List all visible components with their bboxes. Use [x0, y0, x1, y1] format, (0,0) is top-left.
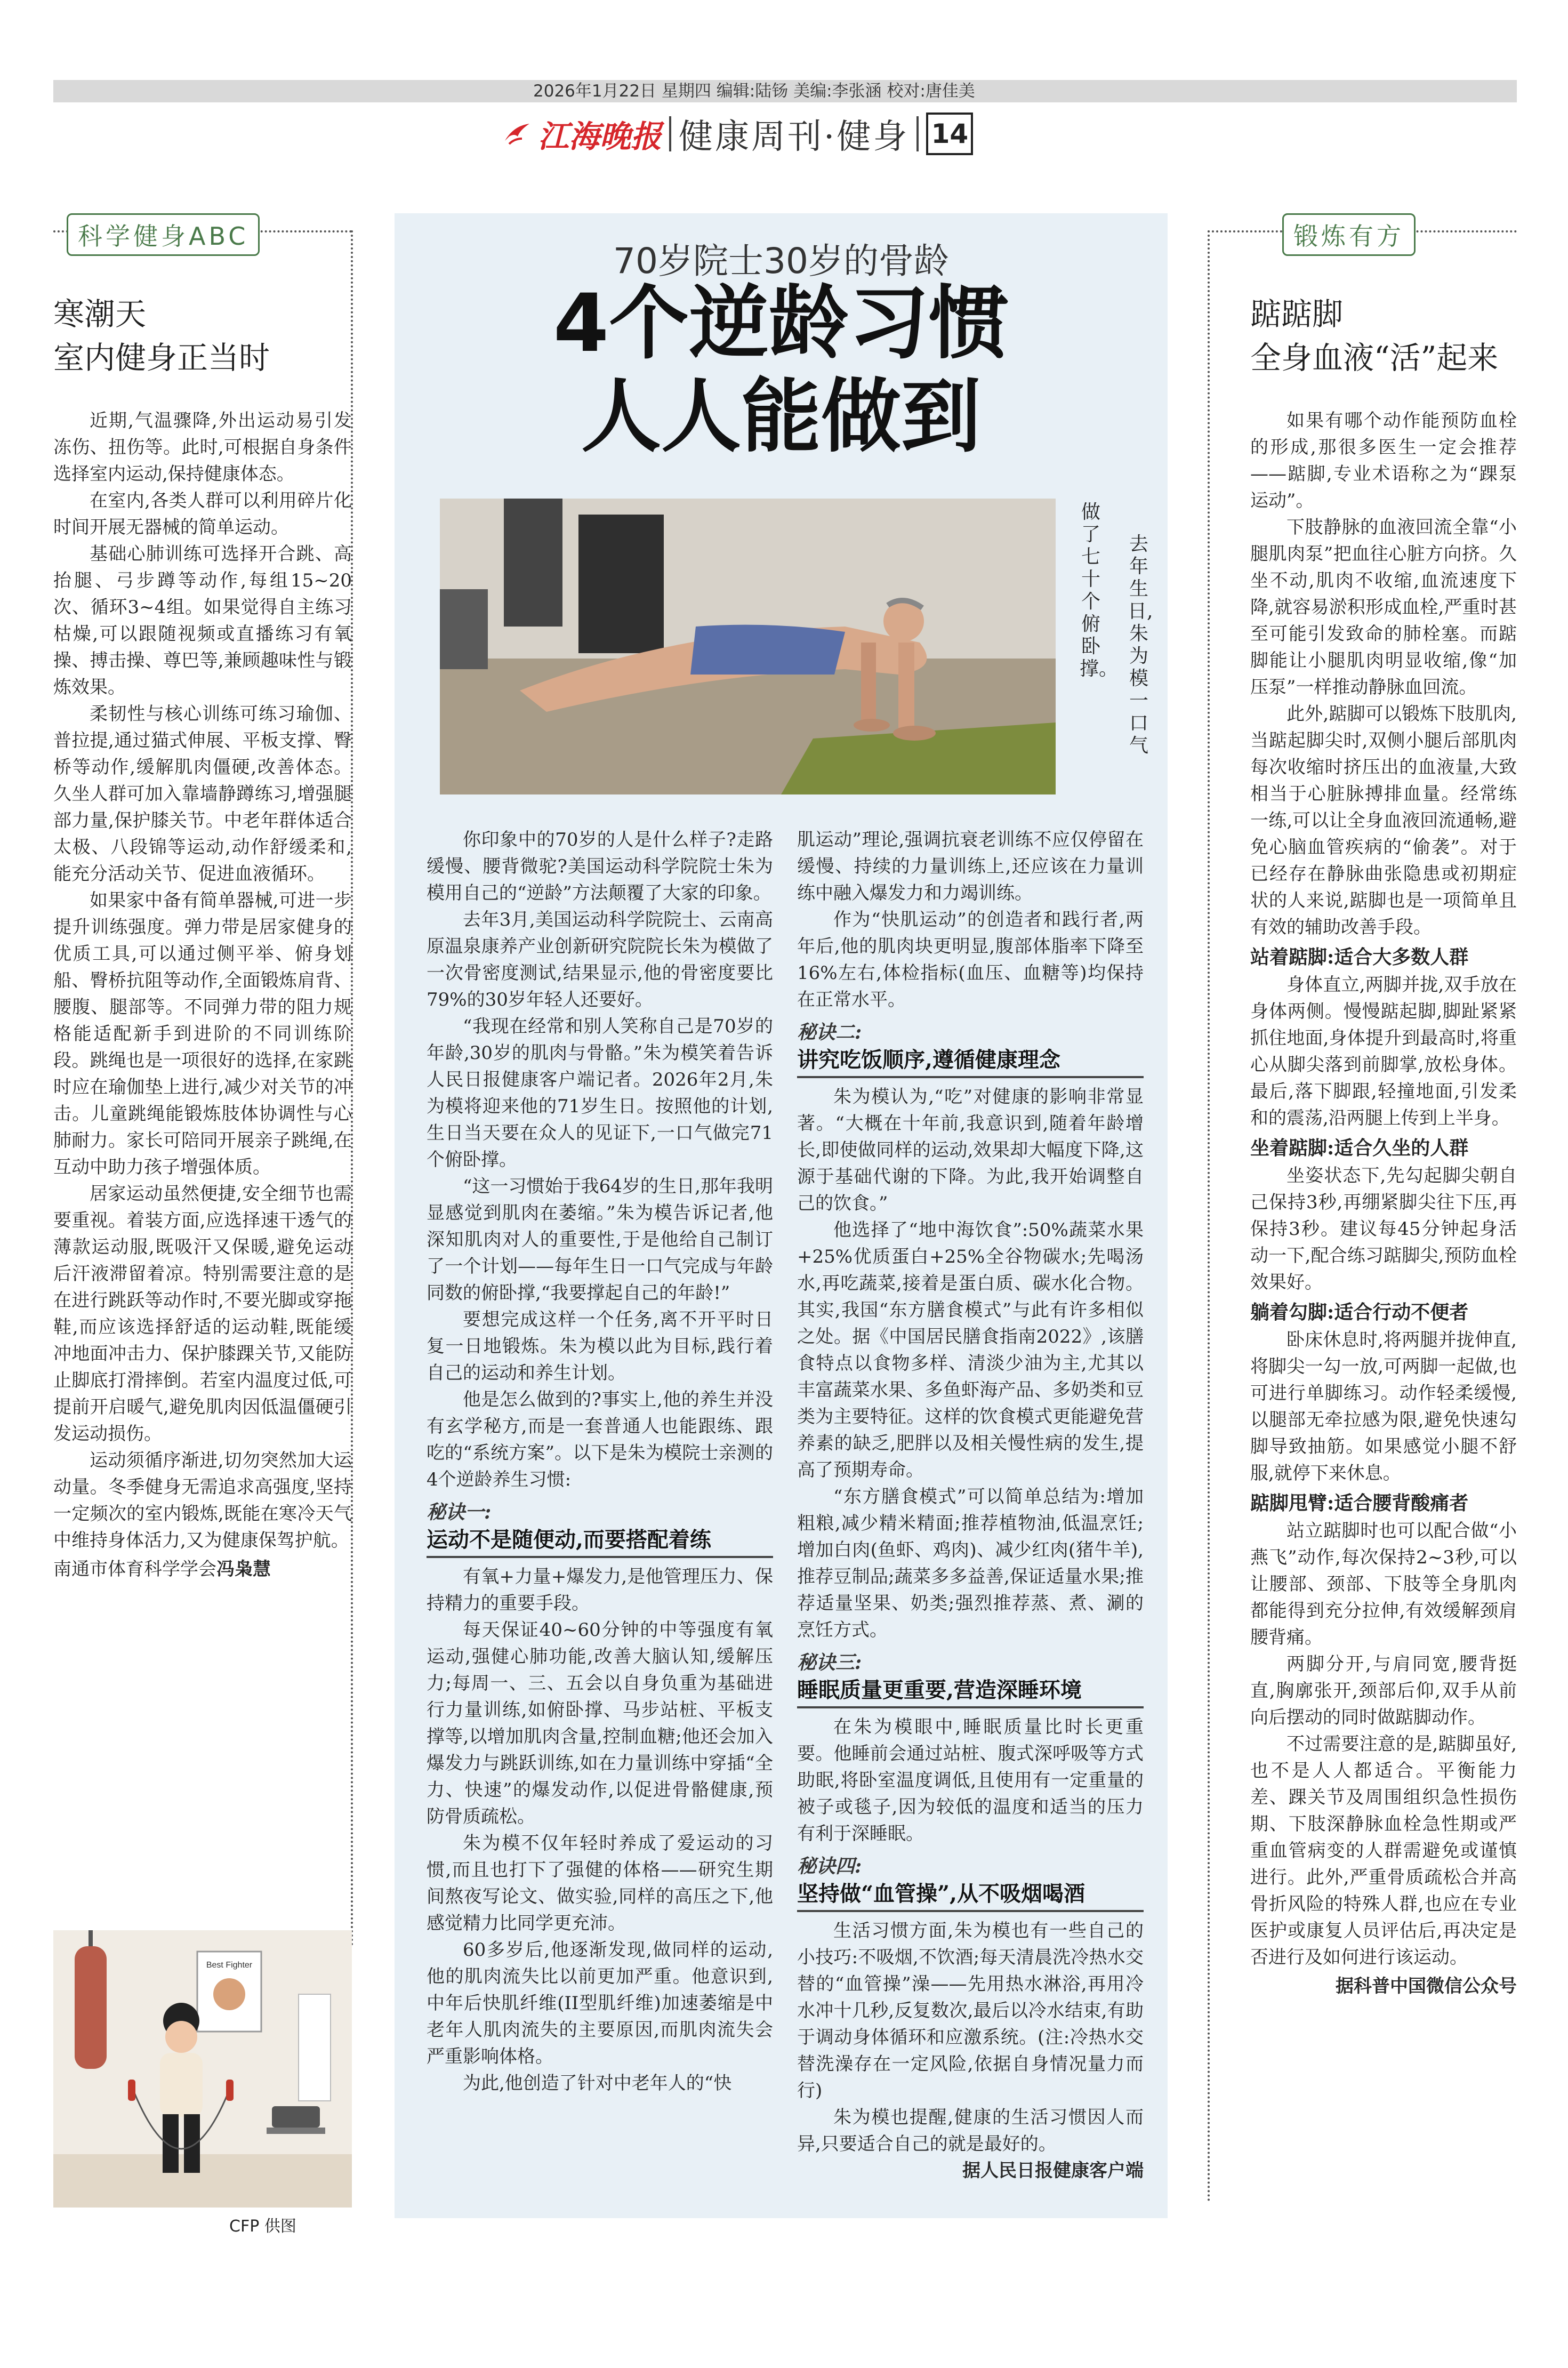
- paragraph: 两脚分开,与肩同宽,腰背挺直,胸廓张开,颈部后仰,双手从前向后摆动的同时做踮脚动作。: [1250, 1653, 1517, 1728]
- left-article: [53, 292, 352, 1583]
- paragraph: 在朱为模眼中,睡眠质量比时长更重要。他睡前会通过站桩、腹式深呼吸等方式助眠,将卧室温度调低,且使用有一定重量的被子或毯子,因为较低的温度和适当的压力有利于深睡眠。: [797, 1716, 1144, 1844]
- caption-line: 做了七十个俯卧撑。: [1080, 501, 1119, 680]
- paragraph: 近期,气温骤降,外出运动易引发冻伤、扭伤等。此时,可根据自身条件选择室内运动,保持健康体态。: [53, 410, 352, 485]
- paragraph: 卧床休息时,将两腿并拢伸直,将脚尖一勾一放,可两脚一起做,也可进行单脚练习。动作轻柔缓慢,以腿部无牵拉感为限,避免快速勾脚导致抽筋。如果感觉小腿不舒服,就停下来休息。: [1250, 1329, 1517, 1484]
- secret-label: 秘诀一:: [427, 1501, 492, 1523]
- feature-column-2: [797, 826, 1144, 2184]
- source-line: 据科普中国微信公众号: [1336, 1976, 1517, 1997]
- paragraph: 如果家中备有简单器械,可进一步提升训练强度。弹力带是居家健身的优质工具,可以通过侧平举、俯身划船、臀桥抗阻等动作,全面锻炼肩背、腰腹、腿部等。不同弹力带的阻力规格能适配新手到进阶的不同训练阶段。跳绳也是一项很好的选择,在家跳时应在瑜伽垫上进行,减少对关节的冲击。儿童跳绳能锻炼肢体协调性与心肺耐力。家长可陪同开展亲子跳绳,在互动中助力孩子增强体质。: [53, 890, 352, 1178]
- feature-kicker: 70岁院士30岁的骨龄: [613, 240, 949, 282]
- masthead: [504, 112, 973, 156]
- paragraph: 居家运动虽然便捷,安全细节也需要重视。着装方面,应选择速干透气的薄款运动服,既吸汗又保暖,避免运动后汗液滞留着凉。特别需要注意的是在进行跳跃等动作时,不要光脚或穿拖鞋,而应该选择舒适的运动鞋,既能缓冲地面冲击力、保护膝踝关节,又能防止脚底打滑摔倒。若室内温度过低,可提前开启暖气,避免肌肉因低温僵硬引发运动损伤。: [53, 1183, 352, 1444]
- feature-column-1: [427, 826, 773, 2097]
- paragraph: “这一习惯始于我64岁的生日,那年我明显感觉到肌肉在萎缩。”朱为模告诉记者,他深知肌肉对人的重要性,于是他给自己制订了一个计划——每年生日一口气完成与年龄同数的俯卧撑,“我要撑起自己的年龄!”: [427, 1176, 773, 1304]
- caption-line: 去年生日,朱为模一口气: [1128, 533, 1153, 757]
- headline-line2: 人人能做到: [581, 371, 981, 463]
- paragraph: 有氧+力量+爆发力,是他管理压力、保持精力的重要手段。: [427, 1566, 773, 1614]
- secret-label: 秘诀三:: [797, 1651, 862, 1674]
- photo-caption: [1058, 501, 1165, 789]
- paragraph: 他选择了“地中海饮食”:50%蔬菜水果+25%优质蛋白+25%全谷物碳水;先喝汤水,再吃蔬菜,接着是蛋白质、碳水化合物。其实,我国“东方膳食模式”与此有许多相似之处。据《中国居民膳食指南2022》,该膳食特点以食物多样、清淡少油为主,尤其以丰富蔬菜水果、多鱼虾海产品、多奶类和豆类为主要特征。这样的饮食模式更能避免营养素的缺乏,肥胖以及相关慢性病的发生,提高了预期寿命。: [797, 1219, 1144, 1481]
- source-line: 据人民日报健康客户端: [962, 2160, 1144, 2181]
- secret-title: 讲究吃饭顺序,遵循健康理念: [797, 1046, 1144, 1078]
- secret-title: 睡眠质量更重要,营造深睡环境: [797, 1676, 1144, 1708]
- newspaper-logo: 江海晚报: [538, 118, 662, 155]
- paragraph: 作为“快肌运动”的创造者和践行者,两年后,他的肌肉块更明显,腹部体脂率下降至16%左右,体检指标(血压、血糖等)均保持在正常水平。: [797, 909, 1144, 1010]
- dateline: 2026年1月22日 星期四 编辑:陆钖 美编:李张涵 校对:唐佳美: [533, 82, 975, 101]
- paragraph: 身体直立,两脚并拢,双手放在身体两侧。慢慢踮起脚,脚趾紧紧抓住地面,身体提升到最高时,将重心从脚尖落到前脚掌,放松身体。最后,落下脚跟,轻撞地面,引发柔和的震荡,沿两腿上传到上半身。: [1250, 974, 1517, 1129]
- secret-label: 秘诀四:: [797, 1855, 862, 1877]
- paragraph: 基础心肺训练可选择开合跳、高抬腿、弓步蹲等动作,每组15~20次、循环3~4组。如果觉得自主练习枯燥,可以跟随视频或直播练习有氧操、搏击操、尊巴等,兼顾趣味性与锻炼效果。: [53, 543, 352, 698]
- paragraph: 运动须循序渐进,切勿突然加大运动量。冬季健身无需追求高强度,坚持一定频次的室内锻炼,既能在寒冷天气中维持身体活力,又为健康保驾护航。: [53, 1450, 352, 1551]
- byline: [53, 1556, 352, 1583]
- paragraph: 在室内,各类人群可以利用碎片化时间开展无器械的简单运动。: [53, 490, 352, 538]
- paragraph: 60多岁后,他逐渐发现,做同样的运动,他的肌肉流失比以前更加严重。他意识到,中年后快肌纤维(II型肌纤维)加速萎缩是中老年人肌肉流失的主要原因,而肌肉流失会严重影响体格。: [427, 1939, 773, 2067]
- dotted-rule: [1208, 230, 1210, 2203]
- paragraph: 朱为模认为,“吃”对健康的影响非常显著。“大概在十年前,我意识到,随着年龄增长,即使做同样的运动,效果却大幅度下降,这源于基础代谢的下降。为此,我开始调整自己的饮食。”: [797, 1086, 1144, 1214]
- column-tag: 科学健身ABC: [67, 213, 260, 256]
- paragraph: 朱为模不仅年轻时养成了爱运动的习惯,而且也打下了强健的体格——研究生期间熬夜写论文、做实验,同样的高压之下,他感觉精力比同学更充沛。: [427, 1833, 773, 1934]
- article-title-line2: 室内健身正当时: [53, 340, 270, 376]
- section-title: 健康周刊·健身: [679, 117, 910, 157]
- image-credit: CFP 供图: [229, 2217, 296, 2236]
- article-title-line2: 全身血液“活”起来: [1250, 340, 1499, 376]
- paragraph: 下肢静脉的血液回流全靠“小腿肌肉泵”把血往心脏方向挤。久坐不动,肌肉不收缩,血流速度下降,就容易淤积形成血栓,严重时甚至可能引发致命的肺栓塞。而踮脚能让小腿肌肉明显收缩,像“加压泵”一样推动静脉血回流。: [1250, 517, 1517, 698]
- article-title-line1: 寒潮天: [53, 296, 147, 332]
- paragraph: 如果有哪个动作能预防血栓的形成,那很多医生一定会推荐——踮脚,专业术语称之为“踝泵运动”。: [1250, 410, 1517, 511]
- article-body: [53, 407, 352, 1583]
- byline-author: 冯枭慧: [216, 1559, 271, 1580]
- paragraph: 肌运动”理论,强调抗衰老训练不应仅停留在缓慢、持续的力量训练上,还应该在力量训练中融入爆发力和力竭训练。: [797, 829, 1144, 904]
- paragraph: “我现在经常和别人笑称自己是70岁的年龄,30岁的肌肉与骨骼。”朱为模笑着告诉人民日报健康客户端记者。2026年2月,朱为模将迎来他的71岁生日。按照他的计划,生日当天要在众人的见证下,一口气做完71个俯卧撑。: [427, 1016, 773, 1170]
- page-number: 14: [926, 113, 973, 155]
- subheading: 坐着踮脚:适合久坐的人群: [1250, 1137, 1469, 1159]
- subheading: 躺着勾脚:适合行动不便者: [1250, 1301, 1469, 1323]
- column-tag: 锻炼有方: [1282, 213, 1416, 256]
- subheading: 踮脚甩臂:适合腰背酸痛者: [1250, 1492, 1469, 1514]
- paragraph: 生活习惯方面,朱为模也有一些自己的小技巧:不吸烟,不饮酒;每天清晨洗冷热水交替的“血管操”澡——先用热水淋浴,再用冷水冲十几秒,反复数次,最后以冷水结束,有助于调动身体循环和应激系统。(注:冷热水交替洗澡存在一定风险,依据自身情况量力而行): [797, 1920, 1144, 2101]
- divider: [669, 116, 671, 151]
- swallow-logo-icon: [504, 121, 530, 147]
- paragraph: 为此,他创造了针对中老年人的“快: [463, 2073, 732, 2094]
- headline-line1: 4个逆龄习惯: [553, 277, 1009, 370]
- paragraph: 他是怎么做到的?事实上,他的养生并没有玄学秘方,而是一套普通人也能跟练、跟吃的“系统方案”。以下是朱为模院士亲测的4个逆龄养生习惯:: [427, 1389, 773, 1490]
- paragraph: 要想完成这样一个任务,离不开平时日复一日地锻炼。朱为模以此为目标,践行着自己的运动和养生计划。: [427, 1309, 773, 1384]
- jump-rope-illustration: [53, 1930, 352, 2208]
- paragraph: 朱为模也提醒,健康的生活习惯因人而异,只要适合自己的就是最好的。: [797, 2107, 1144, 2155]
- secret-title: 坚持做“血管操”,从不吸烟喝酒: [797, 1880, 1144, 1912]
- paragraph: 此外,踮脚可以锻炼下肢肌肉,当踮起脚尖时,双侧小腿后部肌肉每次收缩时挤压出的血液量,大致相当于心脏脉搏排血量。经常练一练,可以让全身血液回流通畅,避免心脑血管疾病的“偷袭”。对于已经存在静脉曲张隐患或初期症状的人来说,踮脚也是一项简单且有效的辅助改善手段。: [1250, 703, 1517, 938]
- pushup-photo: [440, 499, 1056, 794]
- paragraph: 站立踮脚时也可以配合做“小燕飞”动作,每次保持2~3秒,可以让腰部、颈部、下肢等全身肌肉都能得到充分拉伸,有效缓解颈肩腰背痛。: [1250, 1520, 1517, 1648]
- subheading: 站着踮脚:适合大多数人群: [1250, 946, 1469, 968]
- paragraph: 你印象中的70岁的人是什么样子?走路缓慢、腰背微驼?美国运动科学院院士朱为模用自己的“逆龄”方法颠覆了大家的印象。: [427, 829, 773, 904]
- paragraph: 柔韧性与核心训练可练习瑜伽、普拉提,通过猫式伸展、平板支撑、臀桥等动作,缓解肌肉僵硬,改善体态。久坐人群可加入靠墙静蹲练习,增强腿部力量,保护膝关节。中老年群体适合太极、八段锦等运动,动作舒缓柔和,能充分活动关节、促进血液循环。: [53, 703, 352, 885]
- article-title-line1: 踮踮脚: [1250, 296, 1344, 332]
- paragraph: 去年3月,美国运动科学院院士、云南高原温泉康养产业创新研究院院长朱为模做了一次骨密度测试,结果显示,他的骨密度要比79%的30岁年轻人还要好。: [427, 909, 773, 1010]
- paragraph: 不过需要注意的是,踮脚虽好,也不是人人都适合。平衡能力差、踝关节及周围组织急性损伤期、下肢深静脉血栓急性期或严重血管病变的人群需避免或谨慎进行。此外,严重骨质疏松合并高骨折风险的特殊人群,也应在专业医护或康复人员评估后,再决定是否进行及如何进行该运动。: [1250, 1733, 1517, 1968]
- right-article: [1250, 292, 1517, 2000]
- byline-org: 南通市体育科学学会: [53, 1559, 216, 1580]
- article-body: [1250, 407, 1517, 2000]
- poster-text: Best Fighter: [206, 1961, 253, 1970]
- paragraph: 每天保证40~60分钟的中等强度有氧运动,强健心肺功能,改善大脑认知,缓解压力;每周一、三、五会以自身负重为基础进行力量训练,如俯卧撑、马步站桩、平板支撑等,以增加肌肉含量,控制血糖;他还会加入爆发力与跳跃训练,如在力量训练中穿插“全力、快速”的爆发动作,以促进骨骼健康,预防骨质疏松。: [427, 1619, 773, 1827]
- paragraph: 坐姿状态下,先勾起脚尖朝自己保持3秒,再绷紧脚尖往下压,再保持3秒。建议每45分钟起身活动一下,配合练习踮脚尖,预防血栓效果好。: [1250, 1165, 1517, 1293]
- divider: [916, 116, 919, 151]
- secret-title: 运动不是随便动,而要搭配着练: [427, 1526, 773, 1558]
- feature-headline: [395, 277, 1168, 464]
- secret-label: 秘诀二:: [797, 1021, 862, 1043]
- paragraph: “东方膳食模式”可以简单总结为:增加粗粮,减少精米精面;推荐植物油,低温烹饪;增加白肉(鱼虾、鸡肉)、减少红肉(猪牛羊),推荐豆制品;蔬菜多多益善,保证适量水果;推荐适量坚果、奶类;强烈推荐蒸、煮、涮的烹饪方式。: [797, 1486, 1144, 1641]
